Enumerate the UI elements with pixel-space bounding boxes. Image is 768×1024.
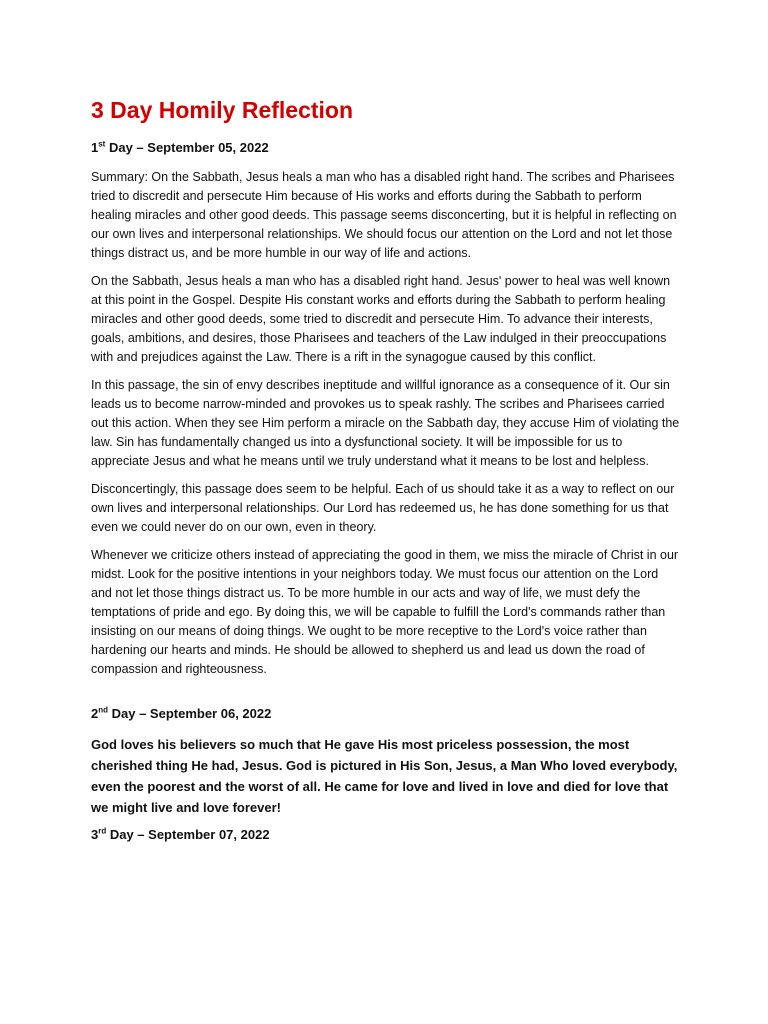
day-1-ordinal: 1 (91, 139, 99, 155)
day-2-ordinal: 2 (91, 705, 99, 721)
day-1-heading (91, 140, 681, 157)
document-title: 3 Day Homily Reflection (91, 97, 354, 123)
day-3-ordinal: 3 (91, 826, 99, 842)
day-2-paragraph: God loves his believers so much that He gave His most priceless possession, the most cherished thing He had, Jesus. God is pictured in His Son, Jesus, a Man Who loved everybody, even the poorest and the worst of all. He came for love and lived in love and died for love that we might live and love forever! (91, 736, 678, 815)
day-2-date: Day – September 06, 2022 (108, 705, 272, 721)
day-2-heading (91, 706, 681, 723)
document-body (91, 96, 681, 854)
day-1-paragraph-3: In this passage, the sin of envy describes ineptitude and willful ignorance as a consequence of it. Our sin leads us to become narrow-minded and provokes us to speak rashly. The scribes and Pharisees carried out this action. When they see Him perform a miracle on the Sabbath day, they accuse Him of violating the law. Sin has fundamentally changed us into a dysfunctional society. It will be impossible for us to appreciate Jesus and what he means until we truly understand what it means to be lost and helpless. (91, 377, 680, 468)
day-1-date: Day – September 05, 2022 (105, 139, 269, 155)
day-1-ordinal-suffix: st (98, 139, 106, 149)
day-1-paragraph-5: Whenever we criticize others instead of appreciating the good in them, we miss the miracle of Christ in our midst. Look for the positive intentions in your neighbors today. We must focus our attention on the Lord and not let those things distract us. To be more humble in our acts and way of life, we must defy the temptations of pride and ego. By doing this, we will be capable to fulfill the Lord's commands rather than insisting on our means of doing things. We ought to be more receptive to the Lord's voice rather than hardening our hearts and minds. He should be allowed to shepherd us and lead us down the road of compassion and righteousness. (91, 547, 679, 676)
day-3-date: Day – September 07, 2022 (106, 826, 270, 842)
day-1-paragraph-2: On the Sabbath, Jesus heals a man who has a disabled right hand. Jesus' power to heal was well known at this point in the Gospel. Despite His constant works and efforts during the Sabbath to perform healing miracles and other good deeds, some tried to discredit and persecute Him. To advance their interests, goals, ambitions, and desires, those Pharisees and teachers of the Law indulged in their preoccupations with and prejudices against the Law. There is a rift in the synagogue caused by this conflict. (91, 273, 671, 364)
day-3-heading (91, 827, 681, 844)
day-1-paragraph-4: Disconcertingly, this passage does seem to be helpful. Each of us should take it as a way to reflect on our own lives and interpersonal relationships. Our Lord has redeemed us, he has done something for us that even we could never do on our own, even in theory. (91, 481, 675, 534)
day-2-ordinal-suffix: nd (98, 705, 109, 715)
section-spacer (91, 688, 681, 706)
day-1-summary-paragraph: Summary: On the Sabbath, Jesus heals a man who has a disabled right hand. The scribes and Pharisees tried to discredit and persecute Him because of His works and efforts during the Sabbath to perform healing miracles and other good deeds. This passage seems disconcerting, but it is helpful in reflecting on our own lives and interpersonal relationships. We should focus our attention on the Lord and not let those things distract us, and be more humble in our way of life and actions. (91, 169, 677, 260)
day-3-ordinal-suffix: rd (98, 826, 107, 836)
